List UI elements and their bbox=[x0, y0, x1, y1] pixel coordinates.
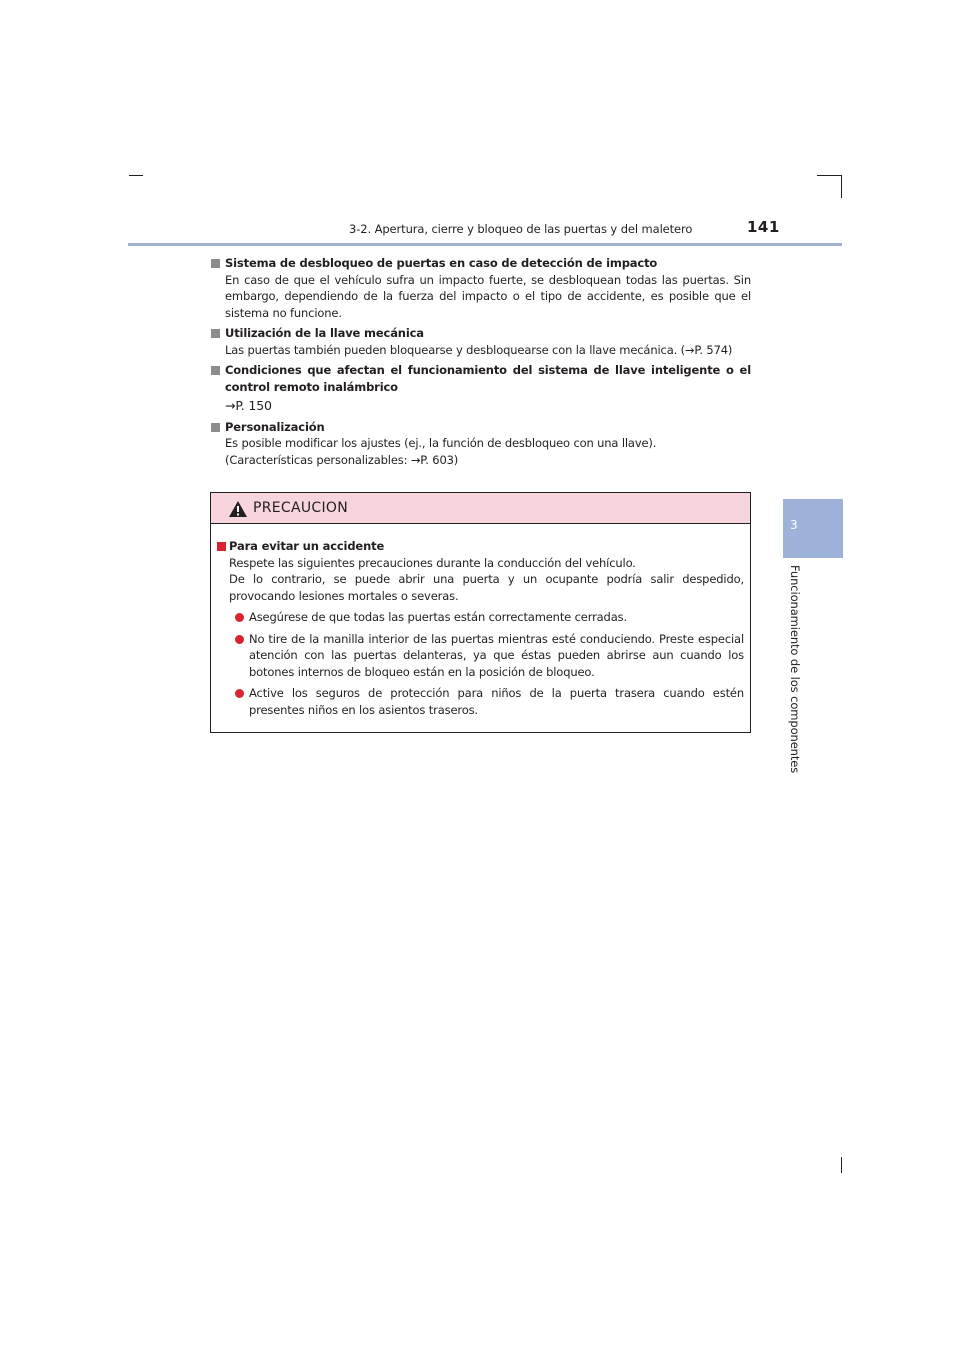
bullet-dot-icon bbox=[235, 613, 244, 622]
warning-intro-line: Respete las siguientes precauciones durante la conducción del vehículo. bbox=[229, 555, 636, 570]
bullet-dot-icon bbox=[235, 689, 244, 698]
chapter-tab bbox=[783, 499, 843, 558]
section-square-icon bbox=[211, 259, 220, 268]
crop-mark-top-left bbox=[129, 175, 143, 176]
section-body: En caso de que el vehículo sufra un impacto fuerte, se desbloquean todas las puertas. Sin embargo, dependiendo de la fuerza del impacto o el tipo de accidente, es posible que el sistema no funcione. bbox=[225, 272, 751, 320]
section-impact-unlock bbox=[211, 255, 751, 321]
section-title: Sistema de desbloqueo de puertas en caso de detección de impacto bbox=[225, 256, 658, 270]
warning-bullet: Asegúrese de que todas las puertas están correctamente cerradas. bbox=[217, 609, 744, 626]
chapter-number: 3 bbox=[790, 518, 798, 532]
warning-box bbox=[210, 492, 751, 733]
section-body-line: Es posible modificar los ajustes (ej., la función de desbloqueo con una llave). bbox=[225, 436, 657, 450]
section-body-line: (Características personalizables: →P. 603) bbox=[225, 452, 459, 467]
section-smart-key-conditions bbox=[211, 362, 751, 415]
section-mechanical-key bbox=[211, 325, 751, 358]
warning-title: PRECAUCION bbox=[253, 500, 349, 516]
main-content bbox=[211, 255, 751, 472]
section-title: Condiciones que afectan el funcionamiento del sistema de llave inteligente o el control remoto inalámbrico bbox=[225, 363, 751, 394]
header-rule bbox=[128, 243, 842, 246]
header-section-title: 3-2. Apertura, cierre y bloqueo de las puertas y del maletero bbox=[349, 222, 693, 236]
section-square-icon bbox=[211, 366, 220, 375]
page-reference: →P. 150 bbox=[225, 398, 272, 413]
warning-subtitle: Para evitar un accidente bbox=[229, 539, 385, 553]
warning-bullet: No tire de la manilla interior de las puertas mientras esté conduciendo. Preste especial atención con las puertas delanteras, ya que éstas pueden abrirse aun cuando los botones internos de bloqueo están en la posición de bloqueo. bbox=[217, 631, 744, 681]
crop-mark-top-right-h bbox=[817, 175, 842, 176]
chapter-label: Funcionamiento de los componentes bbox=[788, 565, 802, 774]
warning-triangle-icon bbox=[228, 500, 248, 518]
warning-body bbox=[211, 524, 750, 718]
section-square-icon bbox=[211, 329, 220, 338]
warning-square-icon bbox=[217, 542, 226, 551]
bullet-dot-icon bbox=[235, 635, 244, 644]
warning-intro-line: De lo contrario, se puede abrir una puerta y un ocupante podría salir despedido, provocando lesiones mortales o severas. bbox=[229, 572, 744, 603]
section-square-icon bbox=[211, 423, 220, 432]
crop-mark-top-right-v bbox=[841, 175, 842, 198]
warning-bullet: Active los seguros de protección para niños de la puerta trasera cuando estén presentes niños en los asientos traseros. bbox=[217, 685, 744, 718]
section-title: Utilización de la llave mecánica bbox=[225, 326, 424, 340]
crop-mark-bottom-right bbox=[841, 1157, 842, 1173]
warning-header bbox=[211, 493, 750, 524]
section-body: Las puertas también pueden bloquearse y desbloquearse con la llave mecánica. (→P. 574) bbox=[225, 342, 733, 357]
page-number: 141 bbox=[747, 218, 780, 236]
section-customization bbox=[211, 419, 751, 469]
section-title: Personalización bbox=[225, 419, 325, 434]
